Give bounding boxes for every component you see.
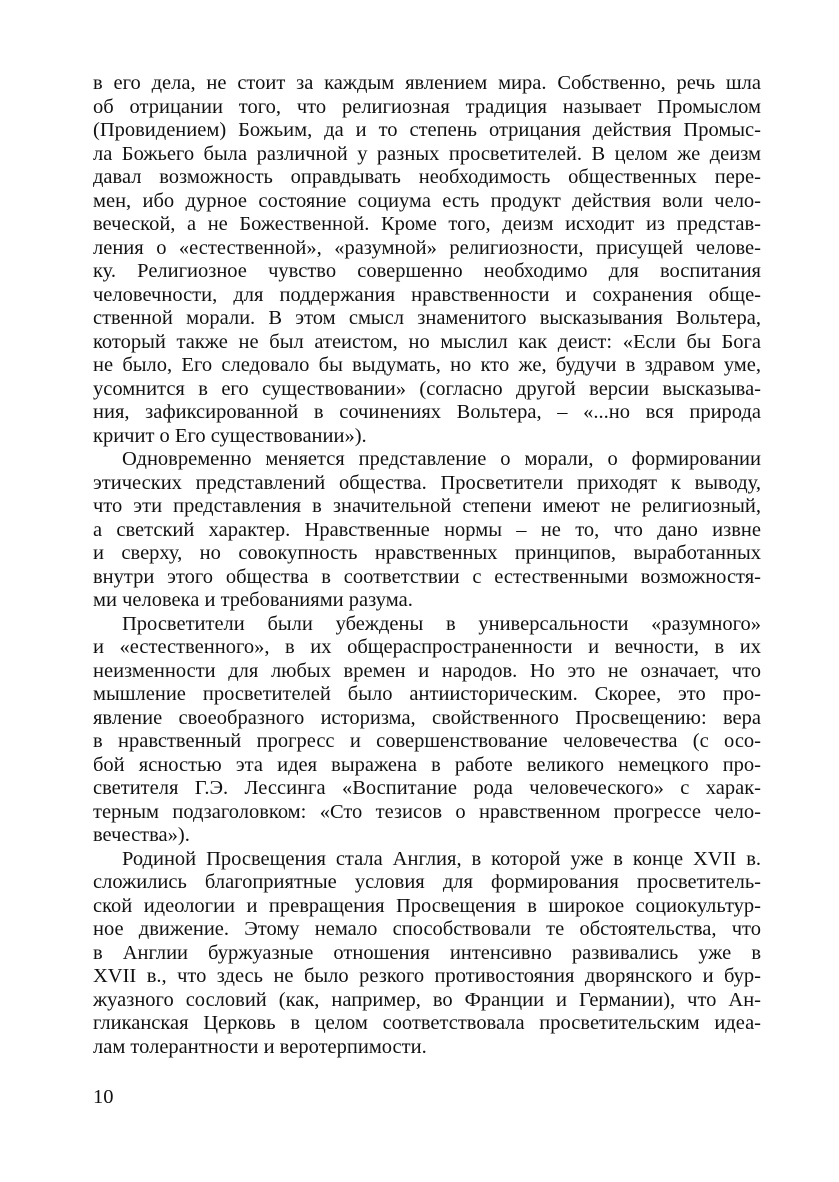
text-line: XVII в., что здесь не было резкого противостояния дворянского и бур-	[93, 965, 761, 987]
paragraph	[93, 72, 761, 448]
text-line: мен, ибо дурное состояние социума есть продукт действия воли чело-	[93, 189, 761, 212]
text-line: неизменности для любых времен и народов. Но это не означает, что	[93, 659, 761, 682]
text-line: и сверху, но совокупность нравственных принципов, выработанных	[93, 542, 761, 564]
text-line: жуазного сословий (как, например, во Франции и Германии), что Ан-	[93, 988, 761, 1011]
page-body	[93, 72, 761, 1059]
text-line: об отрицании того, что религиозная традиция называет Промыслом	[93, 95, 761, 118]
text-line: веческой, а не Божественной. Кроме того, деизм исходит из представ-	[93, 213, 761, 235]
text-line: этических представлений общества. Просветители приходят к выводу,	[93, 471, 761, 494]
paragraph	[93, 448, 761, 613]
text-line: человечности, для поддержания нравственности и сохранения обще-	[93, 283, 761, 306]
text-line: Одновременно меняется представление о морали, о формировании	[122, 448, 761, 470]
text-line: в нравственный прогресс и совершенствование человечества (с осо-	[93, 730, 761, 752]
text-line: ку. Религиозное чувство совершенно необходимо для воспитания	[93, 260, 761, 282]
text-line: явление своеобразного историзма, свойственного Просвещению: вера	[93, 706, 761, 729]
paragraph	[93, 848, 761, 1060]
text-line: гликанская Церковь в целом соответствовала просветительским идеа-	[93, 1012, 761, 1034]
text-line: мышление просветителей было антиисторическим. Скорее, это про-	[93, 683, 761, 705]
text-line: светителя Г.Э. Лессинга «Воспитание рода человеческого» с харак-	[93, 777, 761, 799]
text-line: усомнится в его существовании» (согласно другой версии высказыва-	[93, 377, 761, 400]
text-line: внутри этого общества в соответствии с естественными возможностя-	[93, 565, 761, 588]
text-line: в Англии буржуазные отношения интенсивно развивались уже в	[93, 941, 761, 964]
text-line: лам толерантности и веротерпимости.	[93, 1035, 427, 1058]
text-line: сложились благоприятные условия для формирования просветитель-	[93, 871, 761, 893]
text-line: ла Божьего была различной у разных просветителей. В целом же деизм	[93, 142, 761, 165]
text-line: кричит о Его существовании»).	[93, 424, 367, 447]
text-line: не было, Его следовало бы выдумать, но кто же, будучи в здравом уме,	[93, 354, 761, 376]
text-line: терным подзаголовком: «Сто тезисов о нравственном прогрессе чело-	[93, 800, 761, 823]
text-line: который также не был атеистом, но мыслил как деист: «Если бы Бога	[93, 330, 761, 353]
text-line: ми человека и требованиями разума.	[93, 589, 413, 611]
text-line: что эти представления в значительной степени имеют не религиозный,	[93, 495, 761, 517]
text-line: ления о «естественной», «разумной» религиозности, присущей челове-	[93, 236, 761, 259]
text-line: Просветители были убеждены в универсальности «разумного»	[122, 612, 761, 635]
text-line: ния, зафиксированной в сочинениях Вольтера, – «...но вся природа	[93, 401, 761, 423]
text-line: ственной морали. В этом смысл знаменитого высказывания Вольтера,	[93, 307, 761, 329]
text-line: ской идеологии и превращения Просвещения в широкое социокультур-	[93, 894, 761, 917]
paragraph	[93, 613, 761, 848]
text-line: давал возможность оправдывать необходимость общественных пере-	[93, 166, 761, 188]
text-line: бой ясностью эта идея выражена в работе великого немецкого про-	[93, 753, 761, 776]
text-line: (Провидением) Божьим, да и то степень отрицания действия Промыс-	[93, 119, 761, 141]
text-line: в его дела, не стоит за каждым явлением мира. Собственно, речь шла	[93, 72, 761, 94]
text-line: Родиной Просвещения стала Англия, в которой уже в конце XVII в.	[122, 847, 761, 870]
text-line: и «естественного», в их общераспространенности и вечности, в их	[93, 636, 761, 658]
text-line: вечества»).	[93, 824, 190, 846]
text-line: ное движение. Этому немало способствовали те обстоятельства, что	[93, 918, 761, 940]
page-number: 10	[93, 1086, 114, 1108]
text-line: а светский характер. Нравственные нормы – не то, что дано извне	[93, 518, 761, 541]
